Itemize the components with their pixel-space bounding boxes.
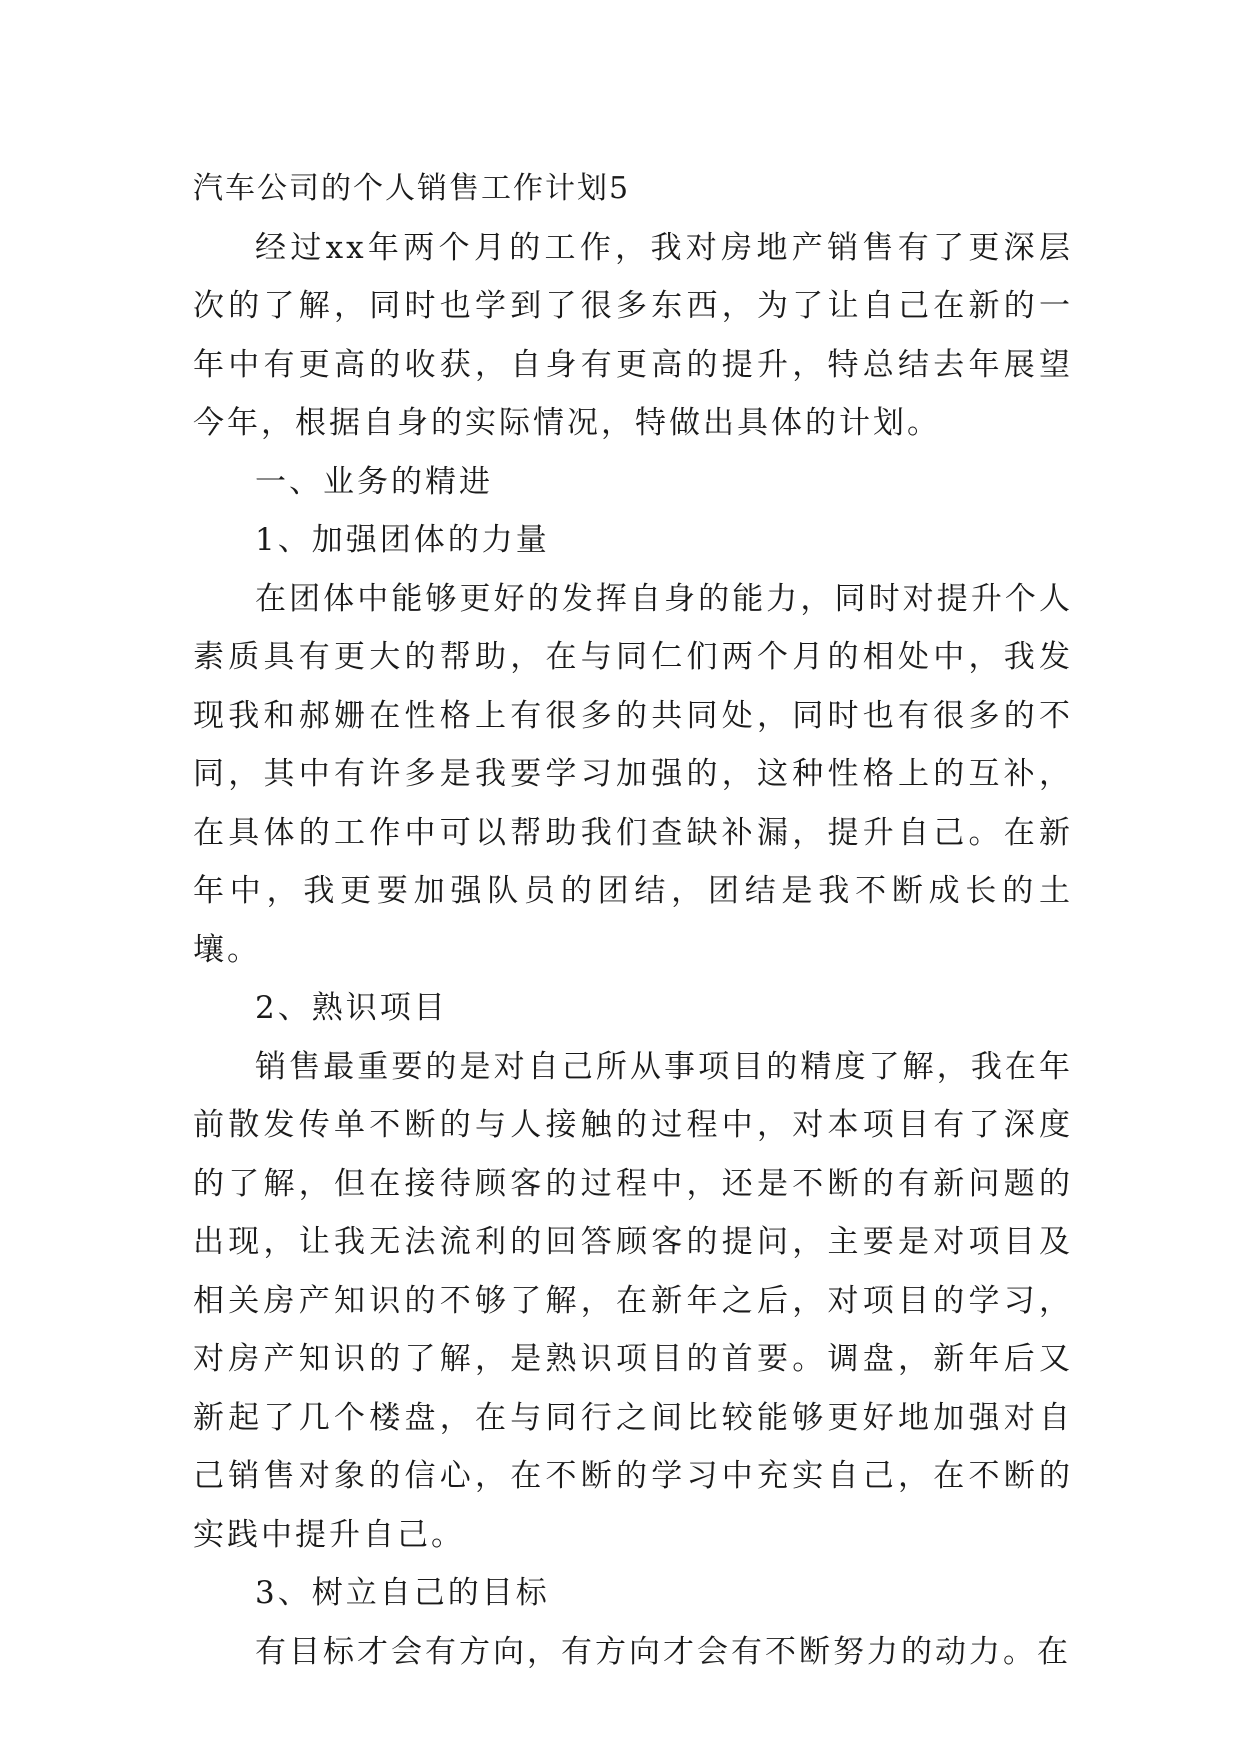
subsection-heading-project: 2、熟识项目 (255, 990, 448, 1026)
paragraph-team: 在团体中能够更好的发挥自身的能力，同时对提升个人素质具有更大的帮助，在与同仁们两个月的相处中，我发现我和郝姗在性格上有很多的共同处，同时也有很多的不同，其中有许多是我要学习加强的，这种性格上的互补，在具体的工作中可以帮助我们查缺补漏，提升自己。在新年中，我更要加强队员的团结，团结是我不断成长的土壤。 (193, 580, 1073, 968)
subsection-heading-team: 1、加强团体的力量 (255, 522, 550, 558)
section-heading-business: 一、业务的精进 (255, 463, 493, 500)
paragraph-intro: 经过xx年两个月的工作，我对房地产销售有了更深层次的了解，同时也学到了很多东西，为了让自己在新的一年中有更高的收获，自身有更高的提升，特总结去年展望今年，根据自身的实际情况，特做出具体的计划。 (193, 229, 1073, 441)
document-title: 汽车公司的个人销售工作计划5 (193, 171, 631, 206)
subsection-heading-goal: 3、树立自己的目标 (255, 1575, 550, 1611)
paragraph-project: 销售最重要的是对自己所从事项目的精度了解，我在年前散发传单不断的与人接触的过程中，对本项目有了深度的了解，但在接待顾客的过程中，还是不断的有新问题的出现，让我无法流利的回答顾客的提问，主要是对项目及相关房产知识的不够了解，在新年之后，对项目的学习，对房产知识的了解，是熟识项目的首要。调盘，新年后又新起了几个楼盘，在与同行之间比较能够更好地加强对自己销售对象的信心，在不断的学习中充实自己，在不断的实践中提升自己。 (193, 1048, 1073, 1553)
paragraph-goal: 有目标才会有方向，有方向才会有不断努力的动力。在 (255, 1633, 1071, 1670)
document-body (193, 160, 1073, 1681)
